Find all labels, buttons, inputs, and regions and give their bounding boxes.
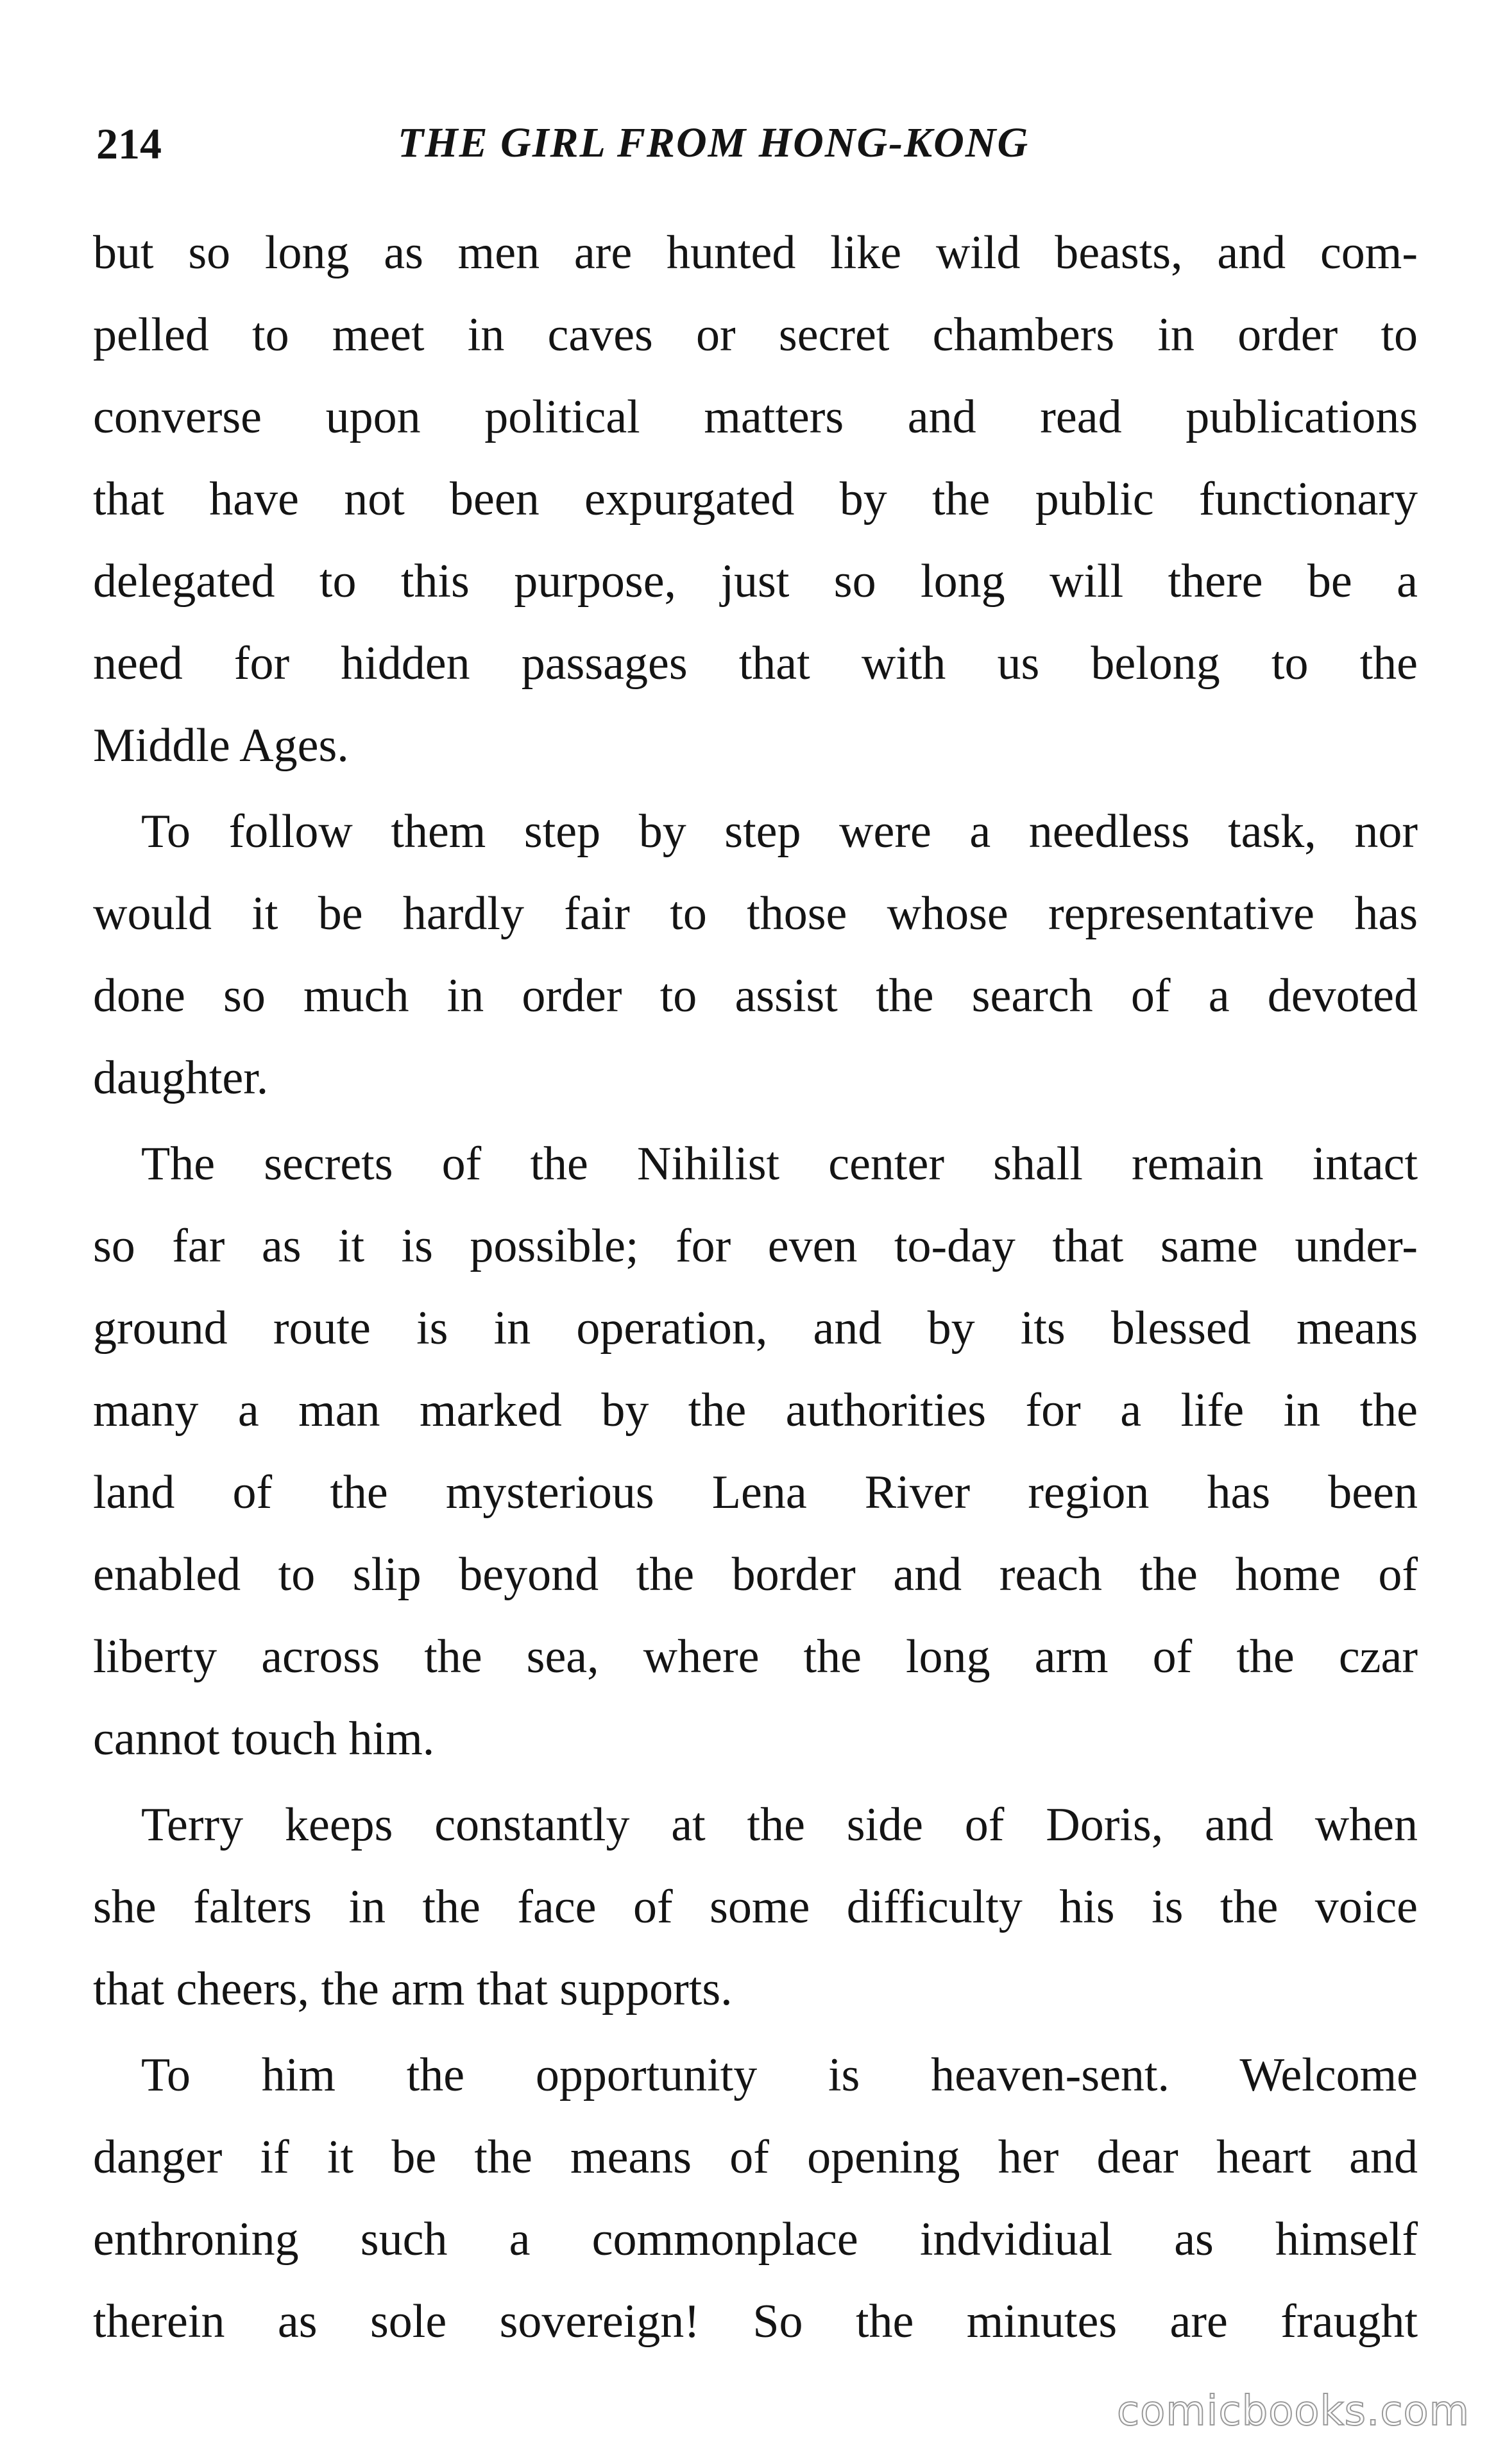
text-line: Middle Ages. bbox=[93, 719, 349, 772]
text-line: Terry keeps constantly at the side of Doris, and when bbox=[141, 1799, 1418, 1851]
text-line: ground route is in operation, and by its blessed means bbox=[93, 1302, 1418, 1355]
paragraph bbox=[93, 2034, 1418, 2363]
text-line: enabled to slip beyond the border and reach the home of bbox=[93, 1548, 1418, 1601]
text-line: The secrets of the Nihilist center shall remain intact bbox=[141, 1138, 1418, 1190]
running-title: THE GIRL FROM HONG-KONG bbox=[398, 119, 1030, 166]
text-line: that have not been expurgated by the public functionary bbox=[93, 473, 1418, 526]
text-line: she falters in the face of some difficulty his is the voice bbox=[93, 1881, 1418, 1933]
text-line: daughter. bbox=[93, 1052, 269, 1104]
text-line: pelled to meet in caves or secret chambers in order to bbox=[93, 309, 1418, 361]
text-line: enthroning such a commonplace indvidiual as himself bbox=[93, 2213, 1418, 2266]
paragraph bbox=[93, 791, 1418, 1119]
paragraph bbox=[93, 1123, 1418, 1780]
text-line: liberty across the sea, where the long arm of the czar bbox=[93, 1630, 1418, 1683]
text-line: would it be hardly fair to those whose representative has bbox=[93, 887, 1418, 940]
text-line: To follow them step by step were a needless task, nor bbox=[141, 805, 1418, 858]
page-number: 214 bbox=[96, 119, 162, 168]
body-text bbox=[93, 212, 1418, 2366]
text-line: delegated to this purpose, just so long will there be a bbox=[93, 555, 1418, 608]
text-line: To him the opportunity is heaven-sent. Welcome bbox=[141, 2049, 1418, 2101]
paragraph bbox=[93, 212, 1418, 787]
text-line: land of the mysterious Lena River region has been bbox=[93, 1466, 1418, 1519]
text-line: danger if it be the means of opening her dear heart and bbox=[93, 2131, 1418, 2184]
text-line: but so long as men are hunted like wild beasts, and com- bbox=[93, 227, 1418, 279]
running-head bbox=[96, 106, 1161, 176]
text-line: cannot touch him. bbox=[93, 1713, 435, 1765]
text-line: need for hidden passages that with us belong to the bbox=[93, 637, 1418, 690]
text-line: that cheers, the arm that supports. bbox=[93, 1963, 733, 2015]
text-line: many a man marked by the authorities for a life in the bbox=[93, 1384, 1418, 1437]
paragraph bbox=[93, 1784, 1418, 2030]
text-line: therein as sole sovereign! So the minutes are fraught bbox=[93, 2295, 1418, 2348]
watermark: comicbooks.com bbox=[1116, 2388, 1470, 2435]
text-line: done so much in order to assist the search of a devoted bbox=[93, 970, 1418, 1022]
text-line: converse upon political matters and read publications bbox=[93, 391, 1418, 443]
text-line: so far as it is possible; for even to-day that same under- bbox=[93, 1220, 1418, 1272]
